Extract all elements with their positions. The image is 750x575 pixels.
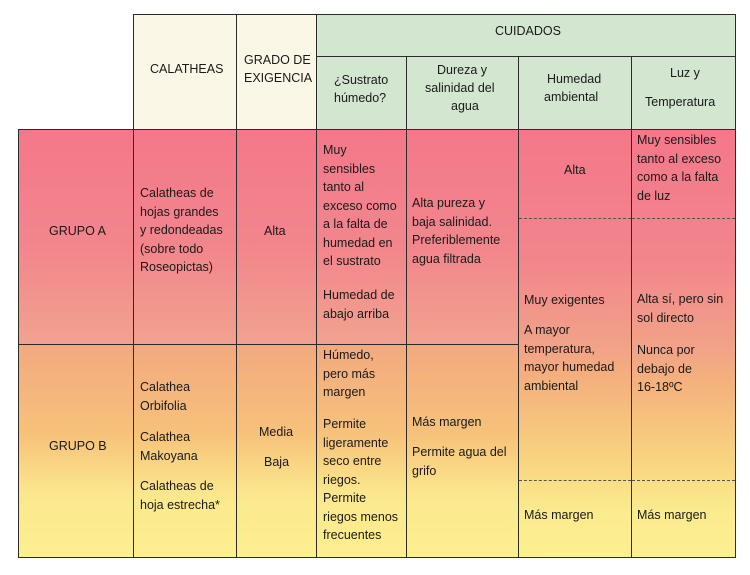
header-exigencia-cell	[236, 14, 317, 130]
header-humedad-cell	[518, 56, 632, 130]
header-luz-line1: Luz y	[670, 66, 700, 80]
header-calatheas: CALATHEAS	[150, 62, 224, 76]
group-a-label-cell	[18, 129, 134, 345]
group-b-dureza-margen: Más margen	[412, 415, 482, 429]
group-a-dureza-text: Alta pureza y baja salinidad. Preferiblemente agua filtrada	[412, 196, 501, 266]
luz-sol-directo: Alta sí, pero sin sol directo	[637, 292, 724, 325]
group-a-label: GRUPO A	[49, 224, 106, 238]
luz-column-cell	[631, 129, 736, 558]
humedad-divider-top	[519, 218, 631, 219]
group-a-calatheas-cell	[133, 129, 237, 345]
header-luz-line2: Temperatura	[645, 95, 716, 109]
group-b-calatheas-cell	[133, 344, 237, 558]
group-a-sustrato-text-2: Humedad de abajo arriba	[323, 288, 395, 321]
header-exigencia-line1: GRADO DE	[244, 53, 311, 67]
group-b-sustrato-text: Húmedo, pero más margen	[323, 348, 376, 399]
group-b-exigencia-baja: Baja	[264, 455, 290, 469]
group-a-luz: Muy sensibles tanto al exceso como a la falta de luz	[637, 133, 722, 203]
luz-divider-top	[632, 218, 735, 219]
group-b-sustrato-cell	[316, 344, 407, 558]
group-a-sustrato-cell	[316, 129, 407, 345]
group-a-dureza-cell	[406, 129, 519, 345]
header-cuidados: CUIDADOS	[495, 24, 561, 38]
group-b-exigencia-media: Media	[259, 425, 294, 439]
header-luz-cell	[631, 56, 736, 130]
group-a-calatheas: Calatheas de hojas grandes y redondeadas (sobre todo Roseopictas)	[140, 186, 223, 274]
header-cuidados-cell	[316, 14, 736, 57]
header-humedad-line1: Humedad	[547, 72, 602, 86]
humedad-divider-bottom	[519, 480, 631, 481]
header-dureza-cell	[406, 56, 519, 130]
group-b-luz-margen: Más margen	[637, 508, 707, 522]
group-b-exigencia-cell	[236, 344, 317, 558]
group-b-calatheas-3: Calatheas de hoja estrecha*	[140, 479, 220, 512]
humedad-mayor-temperatura: A mayor temperatura, mayor humedad ambiental	[524, 323, 615, 393]
group-b-dureza-grifo: Permite agua del grifo	[412, 445, 507, 478]
header-sustrato-cell	[316, 56, 407, 130]
header-dureza-line2: salinidad del	[425, 81, 495, 95]
group-a-exigencia: Alta	[264, 224, 286, 238]
humedad-muy-exigentes: Muy exigentes	[524, 293, 605, 307]
header-dureza-line3: agua	[451, 99, 479, 113]
header-sustrato-line1: ¿Sustrato	[334, 73, 389, 87]
group-b-sustrato-text-2: Permite ligeramente seco entre riegos. Permite riegos menos frecuentes	[323, 417, 399, 542]
header-dureza-line1: Dureza y	[437, 63, 488, 77]
group-a-humedad: Alta	[564, 163, 586, 177]
luz-temperatura-minima: Nunca por debajo de 16-18ºC	[637, 343, 695, 394]
group-b-calatheas-2: Calathea Makoyana	[140, 430, 198, 463]
header-humedad-line2: ambiental	[544, 90, 599, 104]
luz-divider-bottom	[632, 480, 735, 481]
group-a-sustrato-text: Muy sensibles tanto al exceso como a la falta de humedad en el sustrato	[323, 143, 397, 268]
header-calatheas-cell	[133, 14, 237, 130]
header-sustrato-line2: húmedo?	[334, 91, 387, 105]
humedad-column-cell	[518, 129, 632, 558]
group-b-humedad-margen: Más margen	[524, 508, 594, 522]
header-exigencia-line2: EXIGENCIA	[244, 71, 313, 85]
group-b-calatheas-1: Calathea Orbifolia	[140, 380, 191, 413]
group-b-label: GRUPO B	[49, 439, 107, 453]
group-b-dureza-cell	[406, 344, 519, 558]
group-b-label-cell	[18, 344, 134, 558]
group-a-exigencia-cell	[236, 129, 317, 345]
